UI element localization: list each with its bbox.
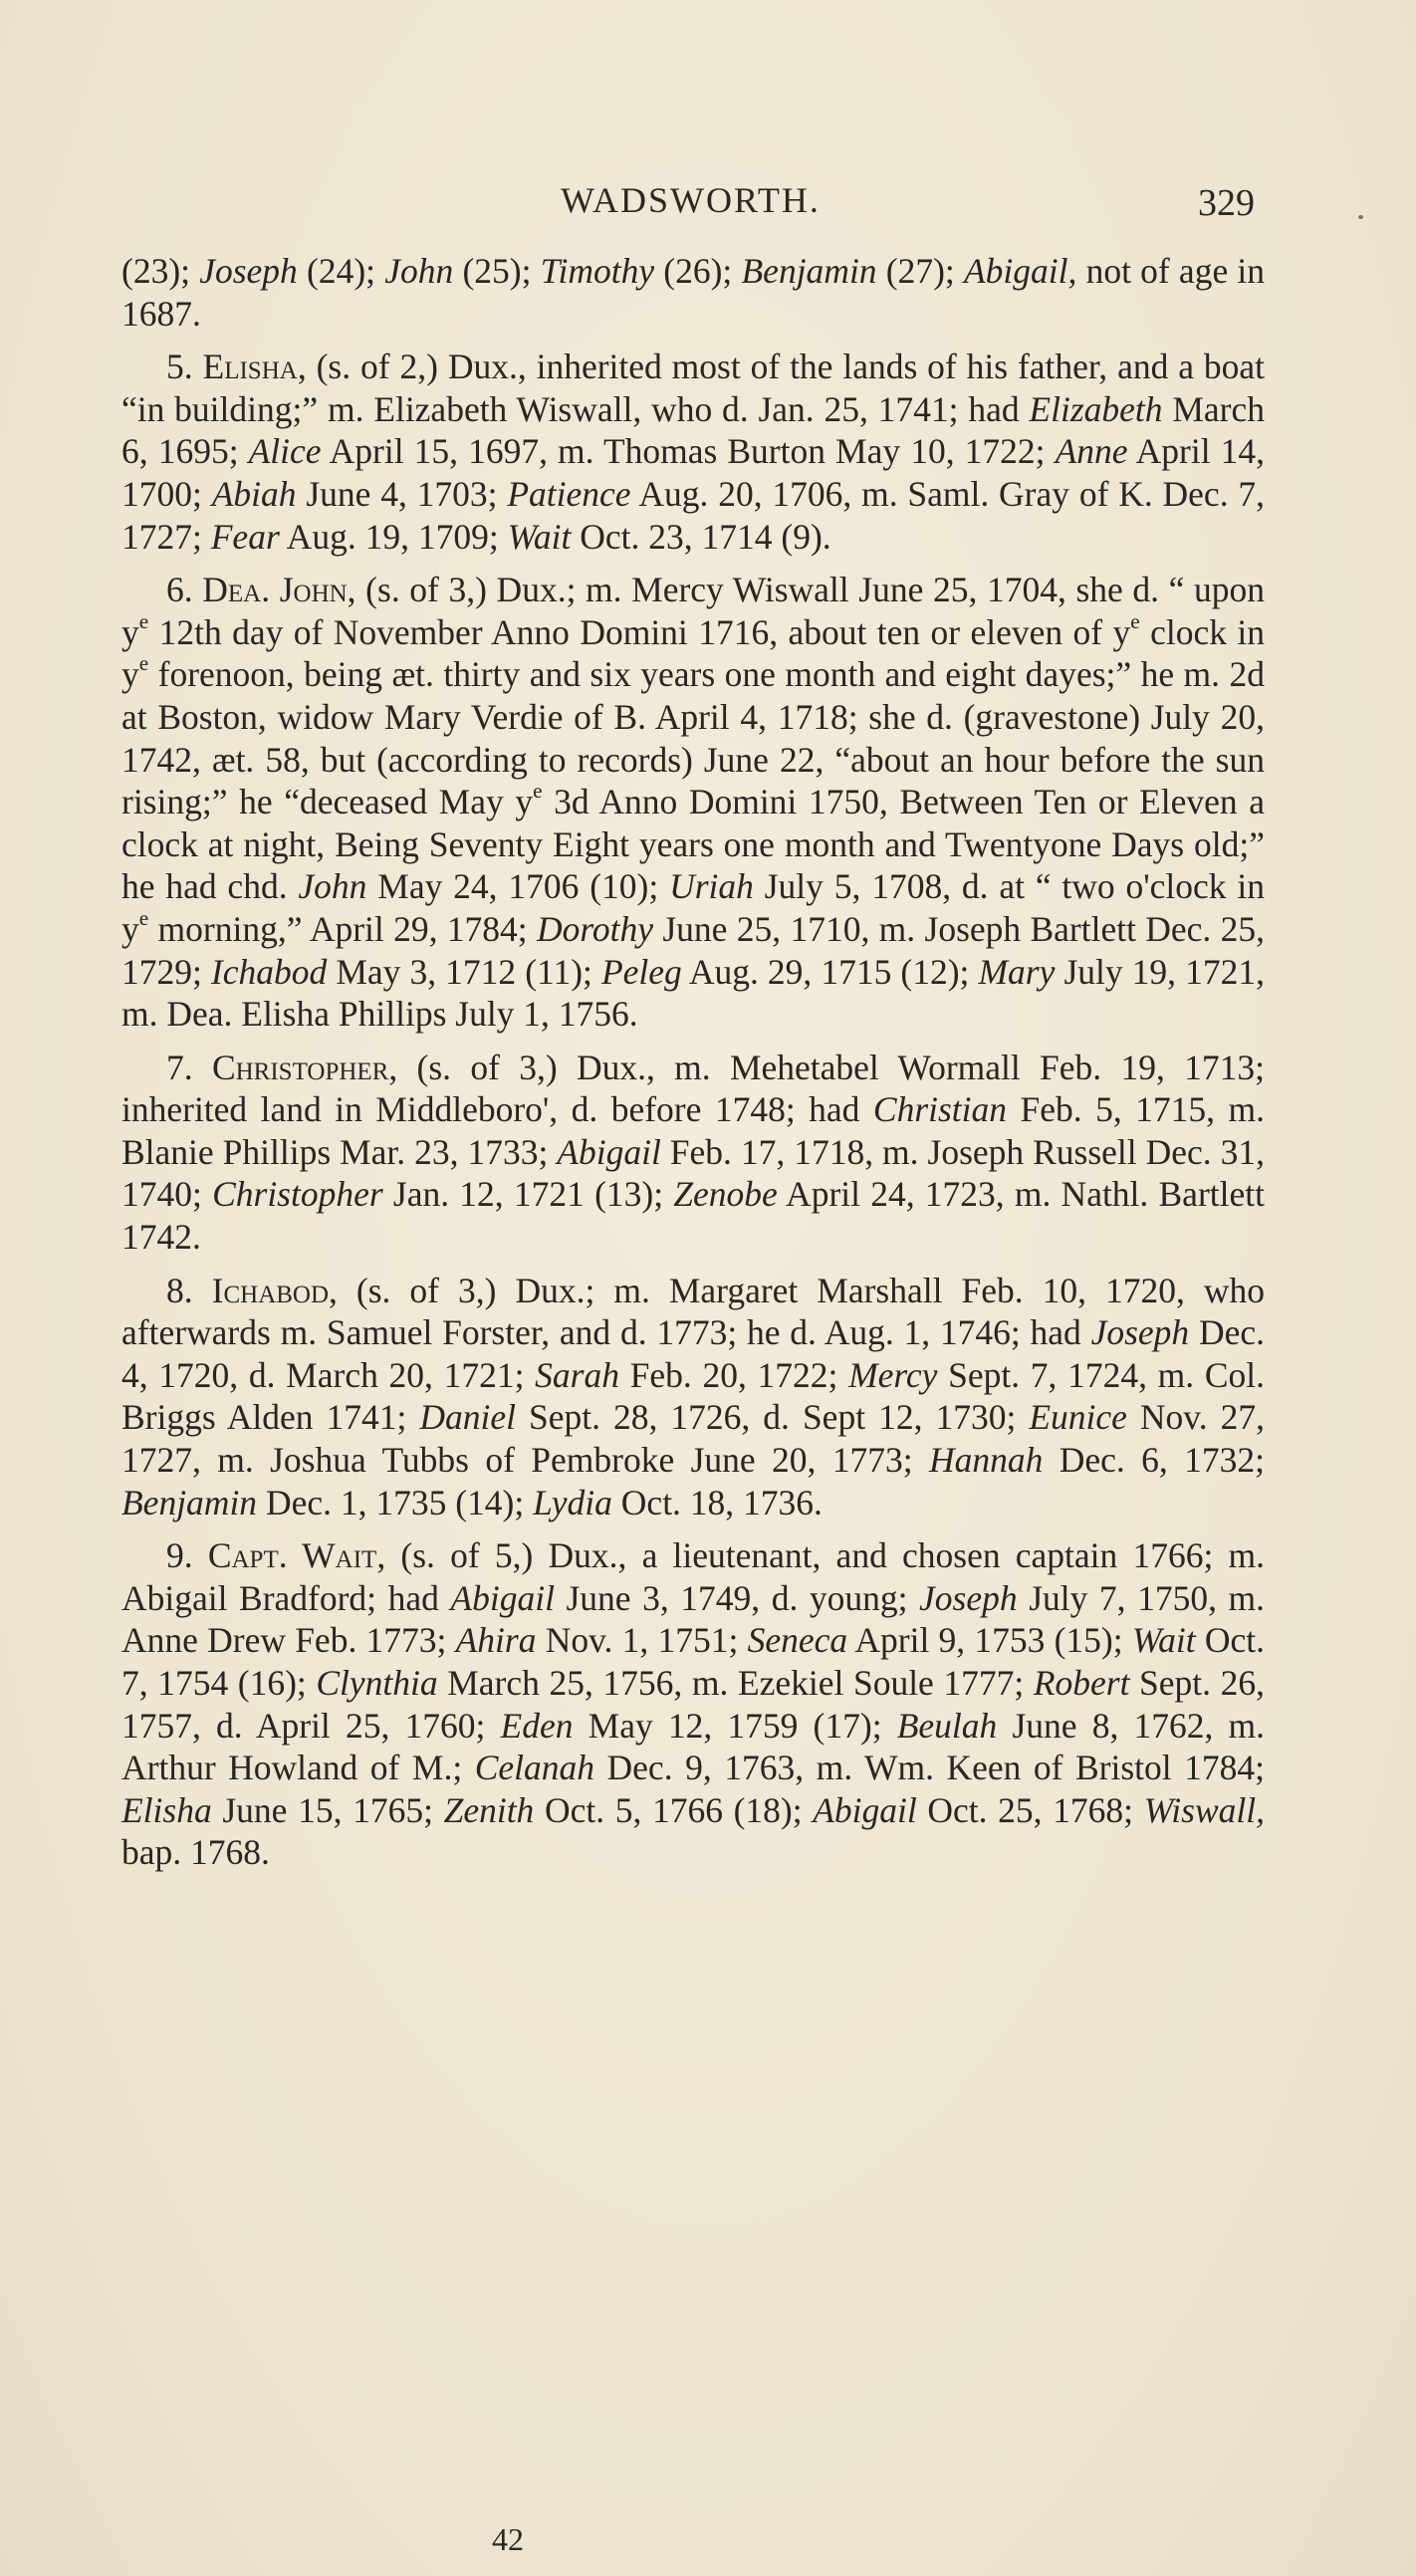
paragraph-continuation [121, 250, 1265, 335]
italic-name: Christian [872, 1089, 1008, 1130]
superscript: e [138, 905, 149, 930]
text-run: Sept. 26, 1757, d. April 25, 1760; [121, 1663, 1265, 1746]
italic-name: Sarah [535, 1354, 619, 1395]
text-run: not of age in 1687. [121, 251, 1266, 334]
text-run: Oct. 23, 1714 (9). [571, 516, 831, 557]
text-run: Nov. 1, 1751; [536, 1620, 748, 1661]
italic-name: Timothy [540, 251, 655, 291]
body-text [121, 250, 1265, 1874]
text-run: forenoon, being æt. thirty and six years one month and eight dayes;” he m. 2d at Boston, widow Mary Verdie of B. April 4, 1718; she d. (gravestone) July 20, 1742, æt. 58, but (according to records) June 22, “about an hour before the sun rising;” he “deceased May y [121, 654, 1265, 822]
italic-name: Alice [248, 431, 322, 472]
text-run: (26); [654, 251, 742, 291]
text-run: April 14, 1700; [121, 431, 1265, 514]
text-run: June 25, 1710, m. Joseph Bartlett Dec. 25, 1729; [121, 908, 1265, 992]
entry-heading: Capt. Wait, [207, 1535, 386, 1576]
page-header [0, 179, 1416, 229]
text-run: 8. [166, 1270, 212, 1310]
italic-name: Elisha [121, 1789, 212, 1830]
text-run: May 24, 1706 (10); [366, 866, 670, 907]
text-run: 12th day of November Anno Domini 1716, about ten or eleven of y [148, 611, 1131, 652]
text-run: (27); [876, 251, 964, 291]
italic-name: Eden [500, 1705, 574, 1746]
text-run: April 15, 1697, m. Thomas Burton May 10, 1722; [321, 431, 1056, 472]
page-number: 329 [1198, 182, 1255, 224]
italic-name: Zenobe [673, 1174, 778, 1215]
italic-name: Christopher [212, 1174, 383, 1215]
superscript: e [138, 651, 149, 676]
text-run: Aug. 29, 1715 (12); [681, 951, 979, 992]
italic-name: John [298, 866, 367, 907]
text-run: (25); [453, 251, 541, 291]
italic-name: Zenith [443, 1789, 535, 1830]
text-run: Aug. 20, 1706, m. Saml. Gray of K. Dec. 7, 1727; [121, 473, 1266, 557]
text-run: Oct. 25, 1768; [916, 1789, 1144, 1830]
text-run: Dec. 9, 1763, m. Wm. Keen of Bristol 1784; [594, 1748, 1265, 1788]
italic-name: Hannah [929, 1440, 1044, 1481]
text-run: Feb. 17, 1718, m. Joseph Russell Dec. 31, 1740; [121, 1131, 1265, 1215]
italic-name: John [384, 251, 454, 291]
text-run: (s. of 3,) Dux.; m. Margaret Marshall Feb. 10, 1720, who afterwards m. Samuel Forster, and d. 1773; he d. Aug. 1, 1746; had [121, 1270, 1265, 1353]
entry-5-elisha [121, 346, 1265, 558]
italic-name: Benjamin [741, 251, 877, 291]
text-run: June 3, 1749, d. young; [554, 1577, 920, 1618]
text-run: 7. [166, 1047, 212, 1087]
text-run: morning,” April 29, 1784; [148, 908, 538, 949]
italic-name: Wait [507, 516, 572, 557]
text-run: Oct. 5, 1766 (18); [534, 1789, 814, 1830]
text-run: April 9, 1753 (15); [847, 1620, 1132, 1661]
italic-name: Dorothy [537, 908, 654, 949]
text-run: July 19, 1721, m. Dea. Elisha Phillips July 1, 1756. [121, 951, 1265, 1035]
text-run: May 12, 1759 (17); [573, 1705, 897, 1746]
italic-name: Wiswall, [1143, 1789, 1266, 1830]
entry-heading: Christopher, [211, 1047, 398, 1087]
italic-name: Joseph [919, 1577, 1018, 1618]
text-run: June 8, 1762, m. Arthur Howland of M.; [121, 1705, 1265, 1788]
signature-mark: 42 [492, 2521, 524, 2557]
italic-name: Clynthia [316, 1663, 438, 1703]
superscript: e [533, 779, 543, 804]
text-run: June 4, 1703; [296, 473, 508, 514]
text-run: (s. of 5,) Dux., a lieutenant, and chosen captain 1766; m. Abigail Bradford; had [121, 1535, 1266, 1618]
text-run: Dec. 1, 1735 (14); [257, 1482, 534, 1522]
italic-name: Daniel [419, 1397, 517, 1438]
text-run: 6. [166, 570, 203, 610]
text-run: Nov. 27, 1727, m. Joshua Tubbs of Pembroke June 20, 1773; [121, 1397, 1265, 1481]
italic-name: Abigail [557, 1131, 661, 1172]
italic-name: Mercy [848, 1354, 938, 1395]
text-run: Oct. 7, 1754 (16); [121, 1620, 1265, 1703]
text-run: (s. of 2,) Dux., inherited most of the lands of his father, and a boat “in building;” m. Elizabeth Wiswall, who d. Jan. 25, 1741; had [121, 347, 1266, 429]
italic-name: Lydia [533, 1482, 612, 1522]
italic-name: Fear [210, 516, 280, 557]
text-run: May 3, 1712 (11); [327, 951, 601, 992]
italic-name: Joseph [199, 251, 298, 291]
italic-name: Elizabeth [1029, 388, 1163, 429]
italic-name: Beulah [896, 1705, 998, 1746]
entry-6-dea-john [121, 569, 1265, 1036]
italic-name: Ahira [455, 1620, 537, 1661]
italic-name: Wait [1131, 1620, 1196, 1661]
entry-heading: Dea. John, [202, 570, 356, 610]
text-run: July 7, 1750, m. Anne Drew Feb. 1773; [121, 1577, 1265, 1661]
italic-name: Peleg [600, 951, 682, 992]
text-run: Dec. 6, 1732; [1043, 1440, 1266, 1481]
text-run: Sept. 7, 1724, m. Col. Briggs Alden 1741; [121, 1354, 1265, 1438]
text-run: March 25, 1756, m. Ezekiel Soule 1777; [437, 1663, 1034, 1703]
text-run: (s. of 3,) Dux.; m. Mercy Wiswall June 25, 1704, she d. “ upon y [121, 570, 1265, 652]
text-run: Dec. 4, 1720, d. March 20, 1721; [121, 1312, 1265, 1395]
text-run: (23); [121, 251, 200, 291]
text-run: Sept. 28, 1726, d. Sept 12, 1730; [516, 1397, 1030, 1438]
text-run: Oct. 18, 1736. [611, 1482, 823, 1522]
text-run: 9. [166, 1535, 208, 1576]
italic-name: Abigail [450, 1577, 555, 1618]
entry-8-ichabod [121, 1270, 1265, 1524]
text-run: Feb. 20, 1722; [618, 1354, 849, 1395]
text-run: (24); [297, 251, 385, 291]
text-run: March 6, 1695; [121, 388, 1265, 472]
text-run: Aug. 19, 1709; [279, 516, 508, 557]
italic-name: Robert [1033, 1663, 1130, 1703]
superscript: e [1130, 608, 1140, 633]
text-run: April 24, 1723, m. Nathl. Bartlett 1742. [121, 1174, 1265, 1258]
italic-name: Seneca [747, 1620, 848, 1661]
italic-name: Anne [1055, 431, 1128, 472]
italic-name: Abigail, [963, 251, 1077, 291]
italic-name: Mary [978, 951, 1056, 992]
text-run: (s. of 3,) Dux., m. Mehetabel Wormall Feb. 19, 1713; inherited land in Middleboro', d. before 1748; had [121, 1047, 1266, 1130]
italic-name: Abiah [211, 473, 297, 514]
entry-heading: Ichabod, [211, 1270, 338, 1310]
entry-9-capt-wait [121, 1534, 1265, 1874]
text-run: bap. 1768. [121, 1832, 270, 1873]
text-run: Feb. 5, 1715, m. Blanie Phillips Mar. 23, 1733; [121, 1089, 1265, 1172]
italic-name: Uriah [669, 866, 754, 907]
entry-7-christopher [121, 1047, 1265, 1259]
italic-name: Celanah [474, 1748, 595, 1788]
entry-heading: Elisha, [202, 347, 307, 387]
italic-name: Abigail [813, 1789, 917, 1830]
italic-name: Ichabod [210, 951, 328, 992]
italic-name: Patience [507, 473, 631, 514]
text-run: June 15, 1765; [211, 1789, 444, 1830]
text-run: 3d Anno Domini 1750, Between Ten or Eleven a clock at night, Being Seventy Eight years one month and Twentyone Days old;” he had chd. [121, 782, 1265, 907]
text-run: Jan. 12, 1721 (13); [382, 1174, 674, 1215]
italic-name: Benjamin [121, 1482, 258, 1522]
paper-speck [1358, 215, 1363, 219]
text-run: clock in y [121, 611, 1265, 695]
text-run: July 5, 1708, d. at “ two o'clock in y [121, 866, 1265, 949]
text-run: 5. [166, 347, 203, 387]
italic-name: Eunice [1029, 1397, 1127, 1438]
italic-name: Joseph [1090, 1312, 1190, 1353]
superscript: e [138, 608, 149, 633]
running-head: WADSWORTH. [561, 180, 821, 220]
